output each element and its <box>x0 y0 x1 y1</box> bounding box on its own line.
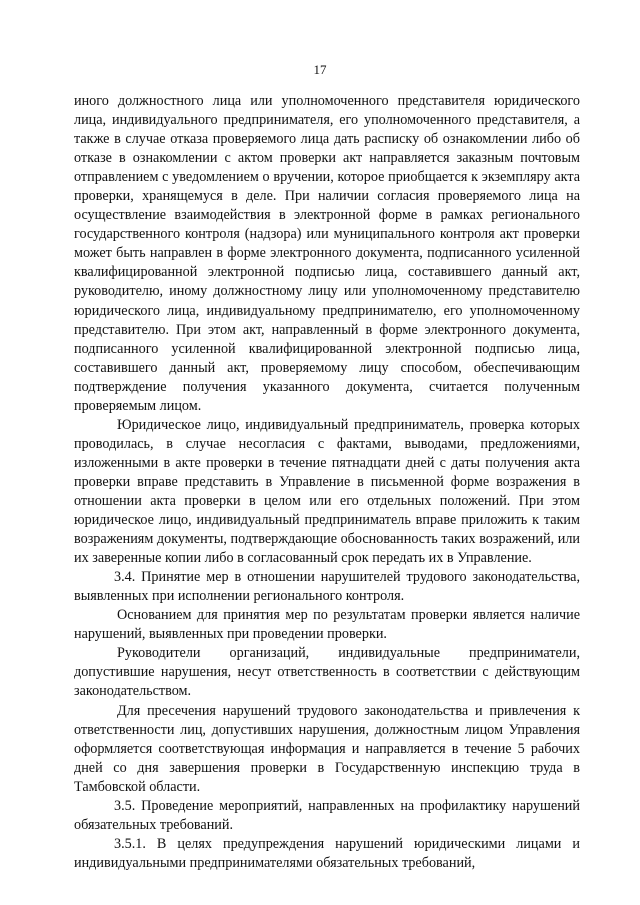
section-3-5-1-text: 3.5.1. В целях предупреждения нарушений юридическими лицами и индивидуальными предпринимателями обязательных требований, <box>74 835 580 871</box>
paragraph-suppression: Для пресечения нарушений трудового законодательства и привлечения к ответственности лиц, допустивших нарушения, должностным лицом Управления оформляется соответствующая информация и направляется в течение 5 рабочих дней со дня завершения проверки в Государственную инспекцию труда в Тамбовской области. <box>74 702 580 795</box>
paragraph-objections: Юридическое лицо, индивидуальный предприниматель, проверка которых проводилась, в случае несогласия с фактами, выводами, предложениями, изложенными в акте проверки в течение пятнадцати дней с даты получения акта проверки вправе представить в Управление в письменной форме возражения в отношении акта проверки в целом или его отдельных положений. При этом юридическое лицо, индивидуальный предприниматель вправе приложить к таким возражениям документы, подтверждающие обоснованность таких возражений, или их заверенные копии либо в согласованный срок передать их в Управление. <box>74 416 580 567</box>
paragraph-act-delivery: иного должностного лица или уполномоченного представителя юридического лица, индивидуального предпринимателя, его уполномоченного представителя, а также в случае отказа проверяемого лица дать расписку об ознакомлении либо об отказе в ознакомлении с актом проверки акт направляется заказным почтовым отправлением с уведомлением о вручении, которое приобщается к экземпляру акта проверки, хранящемуся в деле. При наличии согласия проверяемого лица на осуществление взаимодействия в электронной форме в рамках регионального государственного контроля (надзора) или муниципального контроля акт проверки может быть направлен в форме электронного документа, подписанного усиленной квалифицированной электронной подписью лица, составившего данный акт, руководителю, иному должностному лицу или уполномоченному представителю юридического лица, индивидуальному предпринимателю, его уполномоченному представителю. При этом акт, направленный в форме электронного документа, подписанного усиленной квалифицированной электронной подписью лица, составившего данный акт, проверяемому лицу способом, обеспечивающим подтверждение получения указанного документа, считается полученным проверяемым лицом. <box>74 93 580 414</box>
page-number: 17 <box>313 62 327 77</box>
paragraph-liability: Руководители организаций, индивидуальные предприниматели, допустившие нарушения, несут ответственность в соответствии с действующим законодательством. <box>74 645 580 700</box>
section-3-4-heading: 3.4. Принятие мер в отношении нарушителей трудового законодательства, выявленных при исполнении регионального контроля. <box>74 569 580 605</box>
document-body <box>74 92 580 873</box>
paragraph-grounds-for-measures: Основанием для принятия мер по результатам проверки является наличие нарушений, выявленных при проведении проверки. <box>74 607 580 643</box>
section-3-5-heading: 3.5. Проведение мероприятий, направленных на профилактику нарушений обязательных требований. <box>74 797 580 833</box>
